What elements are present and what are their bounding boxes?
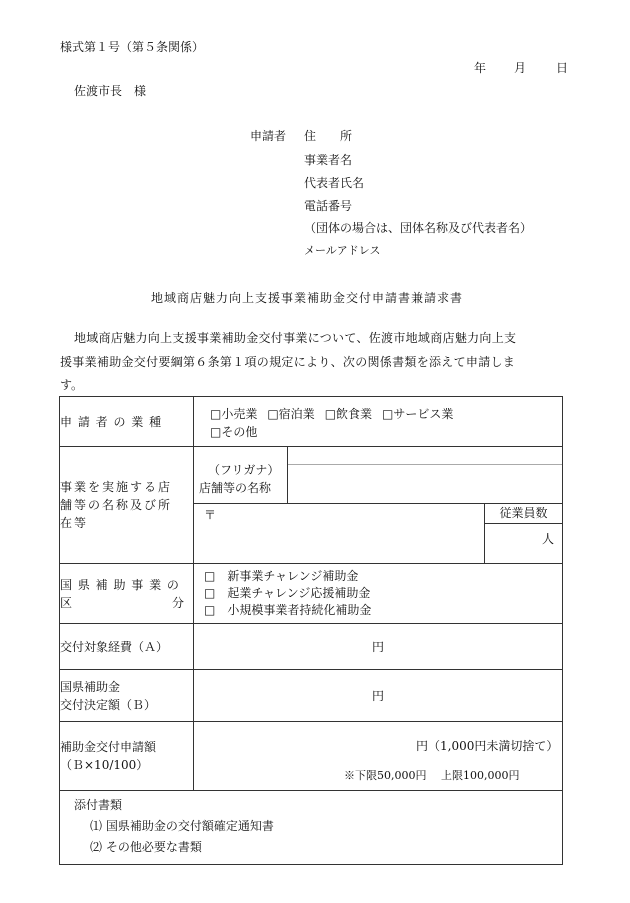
option-startup-checkbox[interactable]: □ 起業チャレンジ応援補助金 bbox=[204, 586, 371, 600]
document-title: 地域商店魅力向上支援事業補助金交付申請書兼請求書 bbox=[151, 291, 464, 305]
option-retail-checkbox[interactable]: □小売業 bbox=[210, 406, 258, 421]
option-food-checkbox[interactable]: □飲食業 bbox=[324, 406, 373, 421]
store-label-line-1: 事業を実施する店 bbox=[60, 480, 173, 494]
eligible-cost-label: 交付対象経費（Ａ） bbox=[60, 624, 194, 670]
form-number: 様式第１号（第５条関係） bbox=[60, 40, 205, 54]
body-line-3: す。 bbox=[60, 378, 84, 392]
applicant-address: 住 所 bbox=[304, 129, 353, 143]
employees-box bbox=[484, 504, 562, 563]
decided-amount-unit[interactable]: 円 bbox=[194, 670, 563, 722]
addressee: 佐渡市長 様 bbox=[74, 84, 147, 98]
row-decided-amount bbox=[60, 670, 563, 722]
row-store bbox=[60, 447, 563, 564]
address-input[interactable] bbox=[194, 504, 484, 563]
applicant-representative: 代表者氏名 bbox=[304, 176, 365, 190]
attachment-item: ⑵ その他必要な書類 bbox=[90, 840, 202, 854]
subsidy-program-label-2a: 区 bbox=[60, 595, 74, 610]
store-label bbox=[60, 447, 194, 564]
employees-label: 従業員数 bbox=[485, 504, 562, 524]
request-amount-label-line-2: （Ｂ×10/100） bbox=[60, 758, 149, 772]
applicant-business-name: 事業者名 bbox=[304, 153, 353, 167]
store-label-line-3: 在等 bbox=[60, 516, 89, 530]
request-amount-cell[interactable] bbox=[194, 722, 563, 791]
row-eligible-cost bbox=[60, 624, 563, 670]
subsidy-program-label-line-1: 国 県 補 助 事 業 の bbox=[60, 577, 180, 592]
option-sustainability-checkbox[interactable]: □ 小規模事業者持続化補助金 bbox=[204, 603, 372, 617]
option-service-checkbox[interactable]: □サービス業 bbox=[382, 406, 454, 421]
store-name-input[interactable] bbox=[288, 465, 562, 504]
furigana-label: （フリガナ） bbox=[208, 463, 280, 477]
subsidy-program-label-line-2 bbox=[60, 594, 185, 612]
store-name-label-box bbox=[194, 447, 288, 504]
attachments-cell bbox=[60, 791, 563, 865]
option-other-checkbox[interactable]: □その他 bbox=[210, 424, 258, 439]
date-month: 月 bbox=[514, 61, 527, 75]
applicant-phone: 電話番号 bbox=[304, 199, 353, 213]
applicant-group-note: （団体の場合は、団体名称及び代表者名） bbox=[304, 221, 533, 235]
subsidy-program-label-2b: 分 bbox=[171, 595, 185, 610]
applicant-email: メールアドレス bbox=[304, 244, 381, 257]
furigana-input[interactable] bbox=[288, 447, 562, 465]
request-amount-label bbox=[60, 722, 194, 791]
option-new-business-checkbox[interactable]: □ 新事業チャレンジ補助金 bbox=[204, 569, 359, 583]
row-attachments bbox=[60, 791, 563, 865]
row-request-amount bbox=[60, 722, 563, 791]
employees-unit: 人 bbox=[541, 532, 554, 546]
store-name-label: 店舗等の名称 bbox=[199, 481, 272, 495]
request-amount-limits: ※下限50,000円 上限100,000円 bbox=[344, 769, 520, 782]
postal-mark: 〒 bbox=[204, 508, 217, 522]
attachment-item: ⑴ 国県補助金の交付額確定通知書 bbox=[90, 819, 274, 833]
row-subsidy-program bbox=[60, 564, 563, 624]
applicant-label: 申請者 bbox=[250, 129, 287, 143]
eligible-cost-unit[interactable]: 円 bbox=[194, 624, 563, 670]
request-amount-label-line-1: 補助金交付申請額 bbox=[60, 740, 157, 754]
body-line-1: 地域商店魅力向上支援事業補助金交付事業について、佐渡市地域商店魅力向上支 bbox=[74, 331, 517, 345]
subsidy-program-label bbox=[60, 564, 194, 624]
store-detail-cell bbox=[194, 447, 563, 564]
decided-amount-label bbox=[60, 670, 194, 722]
option-lodging-checkbox[interactable]: □宿泊業 bbox=[267, 406, 315, 421]
decided-amount-label-line-1: 国県補助金 bbox=[60, 679, 121, 694]
attachments-title: 添付書類 bbox=[74, 798, 123, 812]
date-day: 日 bbox=[556, 61, 569, 75]
business-type-options bbox=[194, 397, 563, 447]
subsidy-program-options bbox=[194, 564, 563, 624]
application-table bbox=[59, 396, 563, 865]
request-amount-unit-note: 円（1,000円未満切捨て） bbox=[416, 739, 559, 753]
row-business-type bbox=[60, 397, 563, 447]
business-type-label: 申 請 者 の 業 種 bbox=[60, 397, 194, 447]
store-label-line-2: 舗等の名称及び所 bbox=[60, 498, 173, 512]
body-line-2: 援事業補助金交付要綱第６条第１項の規定により、次の関係書類を添えて申請しま bbox=[60, 355, 516, 369]
date-year: 年 bbox=[474, 61, 487, 75]
decided-amount-label-line-2: 交付決定額（Ｂ） bbox=[60, 697, 157, 712]
